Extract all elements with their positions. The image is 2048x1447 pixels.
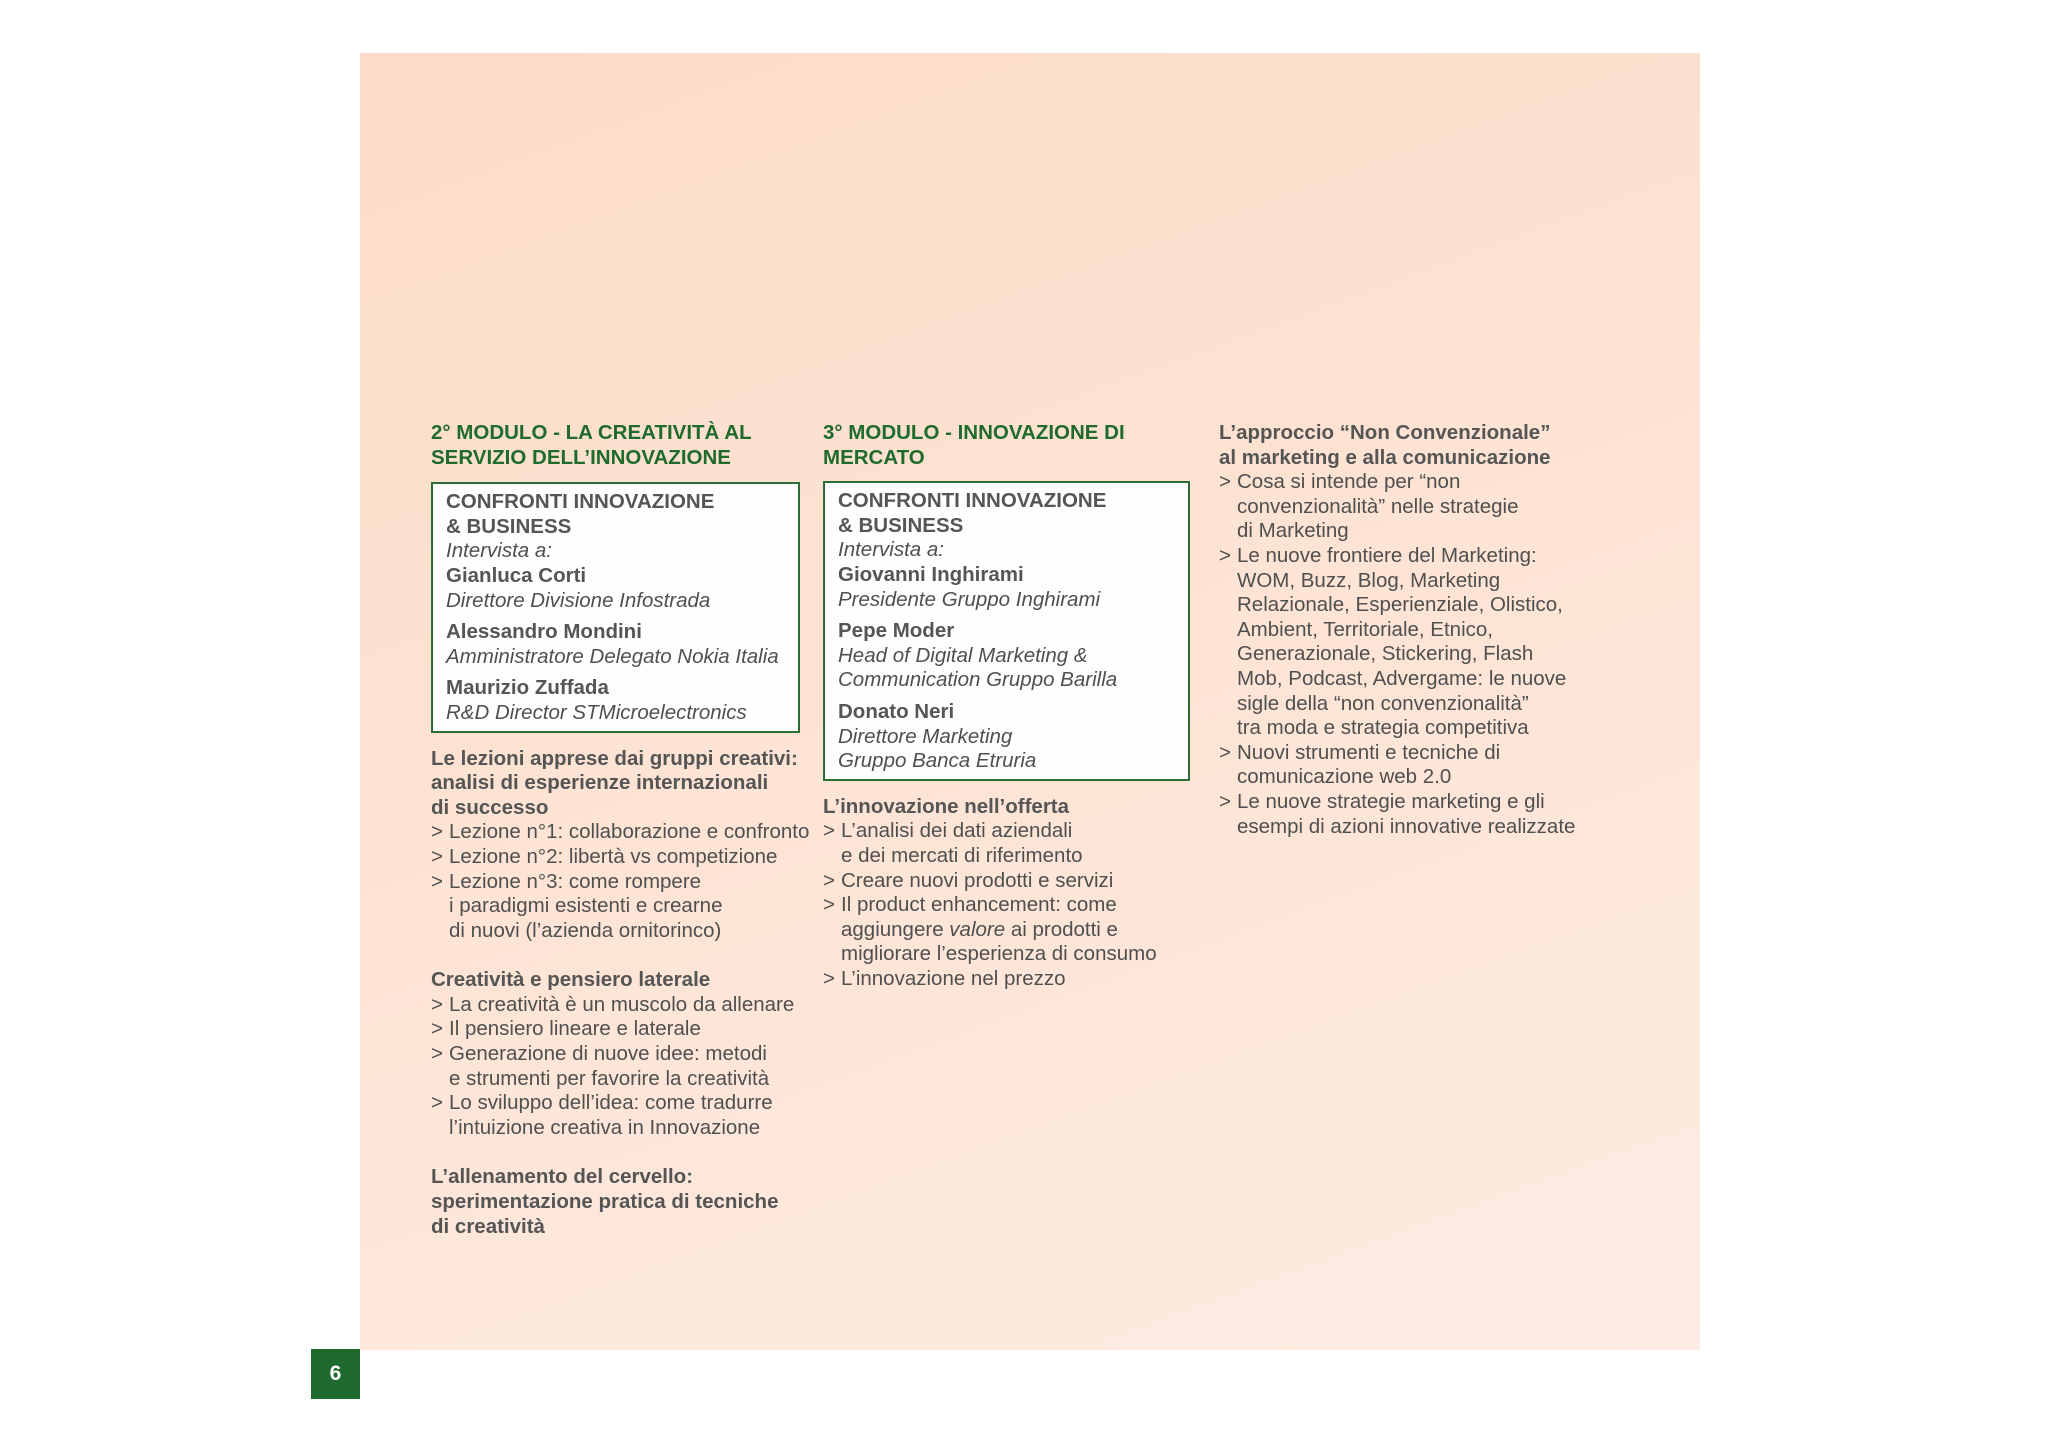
list-item <box>431 820 811 845</box>
interviewee-role: Gruppo Banca Etruria <box>838 749 1037 773</box>
module-3-column <box>823 421 1203 991</box>
bullet-arrow-icon: > <box>431 1017 443 1041</box>
section-brain-training <box>431 1165 811 1239</box>
list-item-line: Mob, Podcast, Advergame: le nuove <box>1237 666 1567 690</box>
section-title-line: di successo <box>431 795 549 819</box>
interviewee-name: Gianluca Corti <box>446 563 587 587</box>
section-title-line: sperimentazione pratica di tecniche <box>431 1190 779 1214</box>
list-item-line: di nuovi (l’azienda ornitorinco) <box>449 918 722 942</box>
module-2-heading <box>431 421 811 470</box>
box-title-line: CONFRONTI INNOVAZIONE <box>838 489 1107 513</box>
list-item-line: Lezione n°2: libertà vs competizione <box>449 844 778 868</box>
box-title <box>446 490 786 539</box>
list-item-line: Le nuove strategie marketing e gli <box>1237 789 1545 813</box>
interviewee-role: Amministratore Delegato Nokia Italia <box>446 644 779 668</box>
list-item-line: Generazionale, Stickering, Flash <box>1237 642 1534 666</box>
interviewee <box>838 700 1176 774</box>
list-item-line: sigle della “non convenzionalità” <box>1237 691 1529 715</box>
box-title-line: & BUSINESS <box>446 514 572 538</box>
interviewee-role: Direttore Divisione Infostrada <box>446 588 711 612</box>
unconventional-marketing-column <box>1219 421 1599 839</box>
list-item <box>823 967 1203 992</box>
list-item-line: l’intuizione creativa in Innovazione <box>449 1115 761 1139</box>
list-item <box>1219 790 1599 839</box>
list-item <box>823 819 1203 868</box>
bullet-arrow-icon: > <box>431 1042 443 1066</box>
list-item-line: Creare nuovi prodotti e servizi <box>841 868 1114 892</box>
list-item <box>431 993 811 1018</box>
list-item-line: e dei mercati di riferimento <box>841 843 1083 867</box>
interviewee-role: Direttore Marketing <box>838 724 1013 748</box>
section-title-line: al marketing e alla comunicazione <box>1219 445 1551 469</box>
interviewee-role: Head of Digital Marketing & <box>838 643 1088 667</box>
bullet-arrow-icon: > <box>1219 740 1231 764</box>
interviewee-role: R&D Director STMicroelectronics <box>446 700 747 724</box>
section-title <box>431 1165 811 1239</box>
section-title-line: analisi di esperienze internazionali <box>431 771 769 795</box>
interview-intro: Intervista a: <box>446 539 552 563</box>
section-lateral-thinking <box>431 968 811 1140</box>
interviewee <box>838 563 1176 612</box>
bullet-arrow-icon: > <box>823 966 835 990</box>
list-item <box>431 1091 811 1140</box>
list-item-line: esempi di azioni innovative realizzate <box>1237 814 1576 838</box>
list-item-line: e strumenti per favorire la creatività <box>449 1066 770 1090</box>
interviewee-role: Communication Gruppo Barilla <box>838 668 1118 692</box>
list-item <box>431 1042 811 1091</box>
section-lessons <box>431 747 811 944</box>
list-item-line: Cosa si intende per “non <box>1237 470 1461 494</box>
list-item-line: Lo sviluppo dell’idea: come tradurre <box>449 1091 773 1115</box>
list-item-line: Generazione di nuove idee: metodi <box>449 1042 767 1066</box>
box-title-line: CONFRONTI INNOVAZIONE <box>446 490 715 514</box>
list-item-line: comunicazione web 2.0 <box>1237 765 1452 789</box>
text-span: aggiungere <box>841 917 950 941</box>
list-item <box>1219 741 1599 790</box>
interview-box <box>431 482 800 732</box>
box-title-line: & BUSINESS <box>838 513 964 537</box>
section-title <box>1219 421 1599 470</box>
section-title-line: di creatività <box>431 1214 545 1238</box>
bullet-arrow-icon: > <box>1219 789 1231 813</box>
bullet-arrow-icon: > <box>431 992 443 1016</box>
section-title: L’innovazione nell’offerta <box>823 794 1070 818</box>
text-span: ai prodotti e <box>1005 917 1118 941</box>
bullet-arrow-icon: > <box>431 869 443 893</box>
emphasis-text: valore <box>949 917 1006 941</box>
list-item-line: L’innovazione nel prezzo <box>841 966 1066 990</box>
section-title-line: Le lezioni apprese dai gruppi creativi: <box>431 746 798 770</box>
section-title-line: L’approccio “Non Convenzionale” <box>1219 421 1551 444</box>
bullet-arrow-icon: > <box>823 868 835 892</box>
interviewee-name: Donato Neri <box>838 699 955 723</box>
interviewee <box>446 564 786 613</box>
bullet-arrow-icon: > <box>1219 470 1231 494</box>
list-item-line: Le nuove frontiere del Marketing: <box>1237 543 1537 567</box>
interviewee-name: Giovanni Inghirami <box>838 562 1024 586</box>
list-item-line: Lezione n°1: collaborazione e confronto <box>449 820 810 844</box>
list-item-line: Il product enhancement: come <box>841 893 1117 917</box>
list-item <box>823 893 1203 967</box>
list-item <box>1219 544 1599 741</box>
interviewee <box>446 620 786 669</box>
heading-line: 2° MODULO - LA CREATIVITÀ AL <box>431 421 752 444</box>
list-item-line: La creatività è un muscolo da allenare <box>449 992 795 1016</box>
list-item <box>823 869 1203 894</box>
heading-line: SERVIZIO DELL’INNOVAZIONE <box>431 445 731 469</box>
section-offer-innovation <box>823 795 1203 992</box>
bullet-arrow-icon: > <box>823 819 835 843</box>
bullet-arrow-icon: > <box>1219 543 1231 567</box>
list-item-line: convenzionalità” nelle strategie <box>1237 494 1519 518</box>
list-item-line: tra moda e strategia competitiva <box>1237 716 1529 740</box>
page-number: 6 <box>311 1349 360 1399</box>
interviewee-role: Presidente Gruppo Inghirami <box>838 587 1101 611</box>
interview-intro: Intervista a: <box>838 538 944 562</box>
section-title: Creatività e pensiero laterale <box>431 968 711 992</box>
interviewee-name: Maurizio Zuffada <box>446 676 609 700</box>
list-item <box>1219 470 1599 544</box>
module-3-heading: 3° MODULO - INNOVAZIONE DI MERCATO <box>823 421 1125 469</box>
list-item <box>431 1017 811 1042</box>
bullet-arrow-icon: > <box>431 844 443 868</box>
list-item-line: migliorare l’esperienza di consumo <box>841 942 1157 966</box>
list-item-line: Relazionale, Esperienziale, Olistico, <box>1237 593 1563 617</box>
list-item-line <box>841 918 1203 943</box>
interviewee-name: Alessandro Mondini <box>446 620 642 644</box>
module-2-column <box>431 421 811 1239</box>
list-item-line: Lezione n°3: come rompere <box>449 869 702 893</box>
interviewee <box>446 676 786 725</box>
box-title <box>838 489 1176 538</box>
list-item-line: Il pensiero lineare e laterale <box>449 1017 701 1041</box>
bullet-arrow-icon: > <box>431 1091 443 1115</box>
list-item <box>431 870 811 944</box>
interviewee-name: Pepe Moder <box>838 619 955 643</box>
bullet-arrow-icon: > <box>431 820 443 844</box>
section-title-line: L’allenamento del cervello: <box>431 1165 694 1189</box>
list-item-line: WOM, Buzz, Blog, Marketing <box>1237 568 1501 592</box>
bullet-arrow-icon: > <box>823 893 835 917</box>
list-item-line: Nuovi strumenti e tecniche di <box>1237 740 1501 764</box>
section-title <box>431 747 811 821</box>
list-item <box>431 845 811 870</box>
list-item-line: L’analisi dei dati aziendali <box>841 819 1073 843</box>
interviewee <box>838 619 1176 693</box>
list-item-line: di Marketing <box>1237 519 1349 543</box>
list-item-line: i paradigmi esistenti e crearne <box>449 894 723 918</box>
list-item-line: Ambient, Territoriale, Etnico, <box>1237 617 1493 641</box>
interview-box <box>823 481 1190 781</box>
